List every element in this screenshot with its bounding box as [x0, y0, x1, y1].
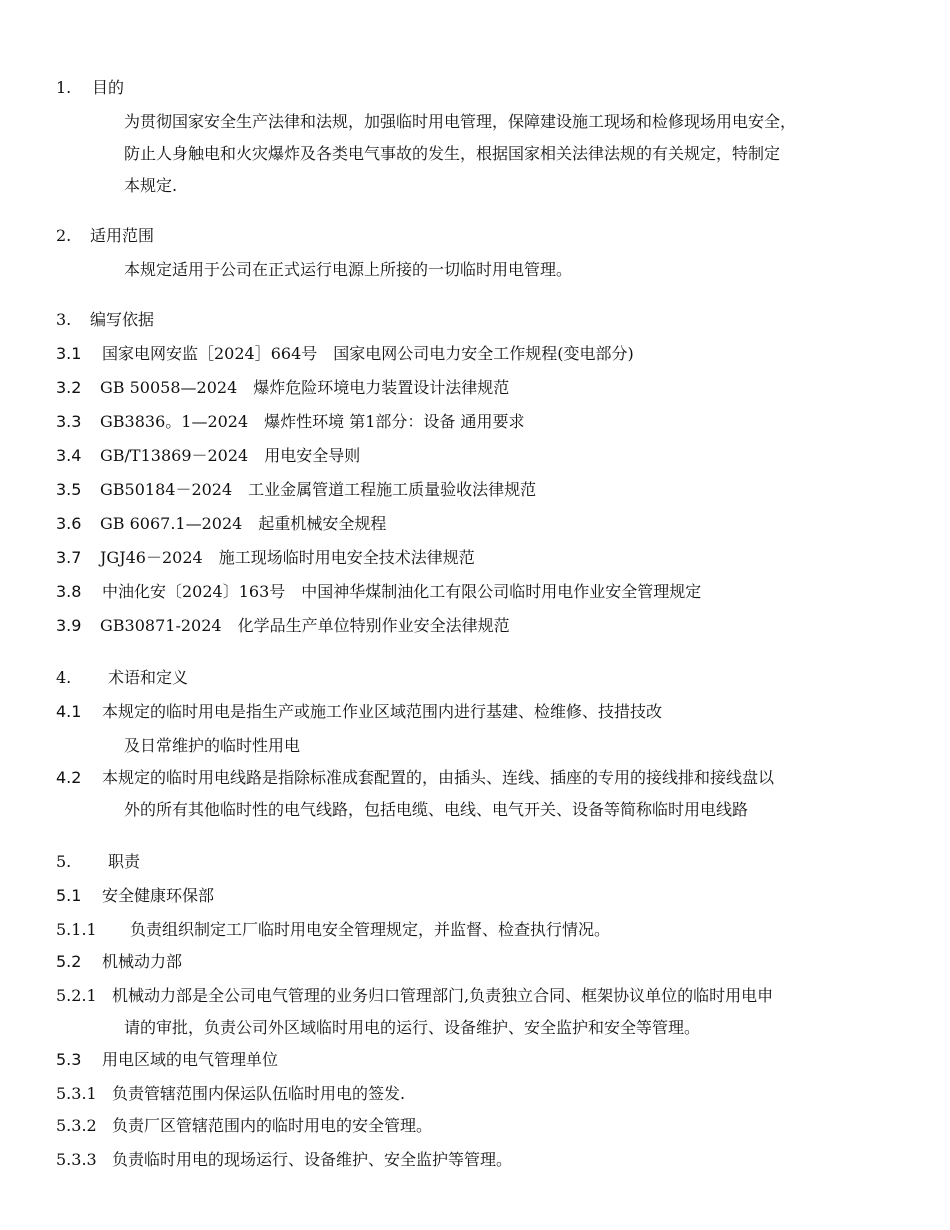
list-item-text: 本规定的临时用电线路是指除标准成套配置的，由插头、连线、插座的专用的接线排和接线盘以 [102, 768, 775, 787]
subsection-title: 用电区域的电气管理单位 [102, 1050, 279, 1069]
list-item-text: 中油化安〔2024〕163号 中国神华煤制油化工有限公司临时用电作业安全管理规定 [102, 582, 702, 601]
list-item-number: 3.5 [56, 480, 82, 499]
section-number: 3. [56, 310, 72, 329]
item-text: 机械动力部是全公司电气管理的业务归口管理部门,负责独立合同、框架协议单位的临时用电申 [112, 986, 774, 1005]
item-number: 5.3.3 [56, 1150, 97, 1169]
list-item-text: GB30871-2024 化学品生产单位特别作业安全法律规范 [100, 616, 510, 635]
section-number: 1. [56, 78, 72, 97]
list-item-text: 及日常维护的临时性用电 [124, 736, 301, 755]
list-item-text: 国家电网安监［2024］664号 国家电网公司电力安全工作规程(变电部分) [102, 344, 634, 363]
list-item-number: 3.1 [56, 344, 82, 363]
list-item-number: 4.1 [56, 702, 82, 721]
list-item-number: 3.6 [56, 514, 82, 533]
list-item-number: 3.2 [56, 378, 82, 397]
list-item-text: GB 6067.1—2024 起重机械安全规程 [100, 514, 387, 533]
section-title: 编写依据 [90, 310, 155, 329]
item-text: 负责临时用电的现场运行、设备维护、安全监护等管理。 [112, 1150, 513, 1169]
item-number: 5.2.1 [56, 986, 97, 1005]
item-text: 负责组织制定工厂临时用电安全管理规定，并监督、检查执行情况。 [130, 920, 611, 939]
list-item-text: JGJ46－2024 施工现场临时用电安全技术法律规范 [100, 548, 475, 567]
subsection-number: 5.2 [56, 952, 82, 971]
list-item-number: 3.8 [56, 582, 82, 601]
paragraph-line: 防止人身触电和火灾爆炸及各类电气事故的发生，根据国家相关法律法规的有关规定，特制定 [124, 144, 781, 163]
section-number: 4. [56, 668, 72, 687]
paragraph-line: 本规定. [124, 176, 178, 195]
list-item-number: 3.7 [56, 548, 82, 567]
subsection-title: 安全健康环保部 [102, 886, 215, 905]
item-text: 负责厂区管辖范围内的临时用电的安全管理。 [112, 1116, 433, 1135]
section-title: 适用范围 [90, 226, 155, 245]
section-title: 职责 [108, 852, 141, 871]
item-text: 请的审批，负责公司外区域临时用电的运行、设备维护、安全监护和安全等管理。 [124, 1018, 701, 1037]
list-item-text: GB/T13869－2024 用电安全导则 [100, 446, 361, 465]
section-number: 5. [56, 852, 72, 871]
section-number: 2. [56, 226, 72, 245]
item-text: 负责管辖范围内保运队伍临时用电的签发. [112, 1084, 406, 1103]
list-item-text: 外的所有其他临时性的电气线路，包括电缆、电线、电气开关、设备等简称临时用电线路 [124, 800, 749, 819]
list-item-number: 3.4 [56, 446, 82, 465]
section-title: 目的 [92, 78, 125, 97]
list-item-text: GB 50058—2024 爆炸危险环境电力装置设计法律规范 [100, 378, 510, 397]
subsection-number: 5.1 [56, 886, 82, 905]
paragraph-line: 本规定适用于公司在正式运行电源上所接的一切临时用电管理。 [124, 260, 573, 279]
list-item-text: GB3836。1—2024 爆炸性环境 第1部分：设备 通用要求 [100, 412, 525, 431]
list-item-number: 3.9 [56, 616, 82, 635]
subsection-number: 5.3 [56, 1050, 82, 1069]
list-item-text: 本规定的临时用电是指生产或施工作业区域范围内进行基建、检维修、技措技改 [102, 702, 663, 721]
section-title: 术语和定义 [108, 668, 189, 687]
item-number: 5.3.2 [56, 1116, 97, 1135]
list-item-number: 3.3 [56, 412, 82, 431]
item-number: 5.3.1 [56, 1084, 97, 1103]
list-item-text: GB50184－2024 工业金属管道工程施工质量验收法律规范 [100, 480, 537, 499]
subsection-title: 机械动力部 [102, 952, 183, 971]
list-item-number: 4.2 [56, 768, 82, 787]
paragraph-line: 为贯彻国家安全生产法律和法规，加强临时用电管理，保障建设施工现场和检修现场用电安全， [124, 112, 797, 131]
item-number: 5.1.1 [56, 920, 97, 939]
